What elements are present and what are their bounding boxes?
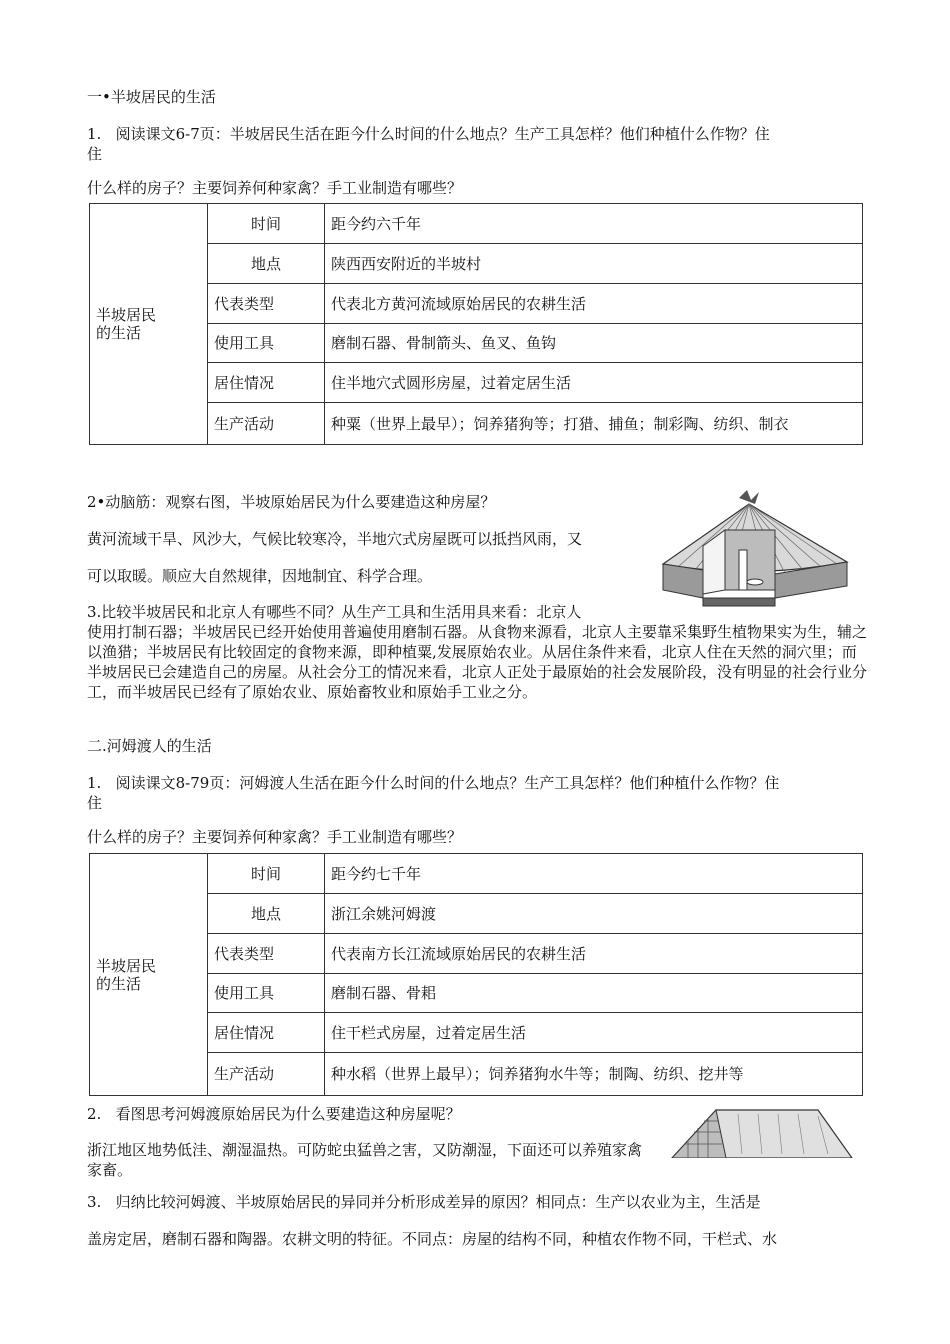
table-row [90,204,863,244]
row-value: 磨制石器、骨制箭头、鱼叉、鱼钩 [325,324,863,363]
row-label: 时间 [208,854,325,894]
table-side-label [90,204,208,445]
side-label-line1: 半坡居民 [96,956,157,975]
row-label: 地点 [208,244,325,284]
banpo-table [89,203,863,445]
row-value: 住半地穴式圆形房屋，过着定居生活 [325,363,863,403]
row-label: 居住情况 [208,1013,325,1053]
side-label-line1: 半坡居民 [96,306,157,324]
row-value: 代表南方长江流域原始居民的农耕生活 [325,934,863,974]
section2-question1-continuation: 住 [87,794,103,812]
row-value: 浙江余姚河姆渡 [325,894,863,934]
fire-pit [747,579,763,585]
side-label-line2: 的生活 [96,974,142,993]
row-value: 代表北方黄河流域原始居民的农耕生活 [325,284,863,324]
section1-heading: 一•半坡居民的生活 [87,88,216,106]
section2-question2: 2. 看图思考河姆渡原始居民为什么要建造这种房屋呢？ [87,1105,461,1123]
banpo-house-illustration [655,490,855,612]
row-label: 居住情况 [208,363,325,403]
section2-question3-line1: 3. 归纳比较河姆渡、半坡原始居民的异同并分析形成差异的原因？相同点：生产以农业为主，生活是 [87,1193,761,1211]
section1-answer2-line1: 黄河流域干旱、风沙大，气候比较寒冷，半地穴式房屋既可以抵挡风雨，又 [87,530,583,548]
row-value: 住干栏式房屋，过着定居生活 [325,1013,863,1053]
row-label: 生产活动 [208,403,325,445]
row-value: 种粟（世界上最早）；饲养猪狗等；打猎、捕鱼；制彩陶、纺织、制衣 [325,403,863,445]
section1-question1-continuation: 住 [87,145,103,163]
row-value: 种水稻（世界上最早）；饲养猪狗水牛等；制陶、纺织、挖井等 [325,1053,863,1096]
section1-question1-line2: 什么样的房子？主要饲养何种家禽？手工业制造有哪些？ [87,179,463,197]
stilt-house-gable [672,1110,726,1158]
row-value: 距今约六千年 [325,204,863,244]
section1-answer2-line2: 可以取暖。顺应大自然规律，因地制宜、科学合理。 [87,567,433,585]
table-side-label [90,854,208,1096]
hemudu-table [89,853,863,1096]
row-label: 代表类型 [208,934,325,974]
section2-question1-line2: 什么样的房子？主要饲养何种家禽？手工业制造有哪些？ [87,828,463,846]
section2-answer2: 浙江地区地势低洼、潮湿温热。可防蛇虫猛兽之害，又防潮湿，下面还可以养殖家禽家畜。 [87,1141,643,1179]
side-label-line2: 的生活 [96,324,142,342]
section2-heading: 二.河姆渡人的生活 [87,737,212,755]
roof-top-tuft [739,490,759,504]
table-row [90,854,863,894]
house-ground [703,598,775,606]
house-post [739,550,747,590]
section1-question2: 2•动脑筋：观察右图，半坡原始居民为什么要建造这种房屋？ [87,493,496,511]
section1-question1-line1: 1. 阅读课文6-7页：半坡居民生活在距今什么时间的什么地点？生产工具怎样？他们种植什么作物？住 [87,125,770,143]
row-value: 磨制石器、骨耜 [325,974,863,1013]
row-value: 陕西西安附近的半坡村 [325,244,863,284]
row-label: 代表类型 [208,284,325,324]
row-label: 使用工具 [208,974,325,1013]
row-value: 距今约七千年 [325,854,863,894]
hemudu-house-illustration [668,1104,854,1158]
row-label: 时间 [208,204,325,244]
row-label: 生产活动 [208,1053,325,1096]
row-label: 地点 [208,894,325,934]
section1-question3-paragraph: 使用打制石器；半坡居民已经开始使用普遍使用磨制石器。从食物来源看，北京人主要靠采集野生植物果实为生，辅之以渔猎；半坡居民有比较固定的食物来源，即种植粟,发展原始农业。从居住条件来看，北京人住在天然的洞穴里；而半坡居民已会建造自己的房屋。从社会分工的情况来看，北京人正处于最原始的社会发展阶段，没有明显的社会行业分工，而半坡居民已经有了原始农业、原始畜牧业和原始手工业之分。 [87,623,868,701]
section1-question3-line1: 3.比较半坡居民和北京人有哪些不同？从生产工具和生活用具来看：北京人 [87,603,582,621]
house-base-left [663,564,703,598]
section2-question3-line2: 盖房定居，磨制石器和陶器。农耕文明的特征。不同点：房屋的结构不同，种植农作物不同，干栏式、水 [87,1230,778,1248]
row-label: 使用工具 [208,324,325,363]
section2-question1-line1: 1. 阅读课文8-79页：河姆渡人生活在距今什么时间的什么地点？生产工具怎样？他们种植什么作物？住 [87,774,780,792]
